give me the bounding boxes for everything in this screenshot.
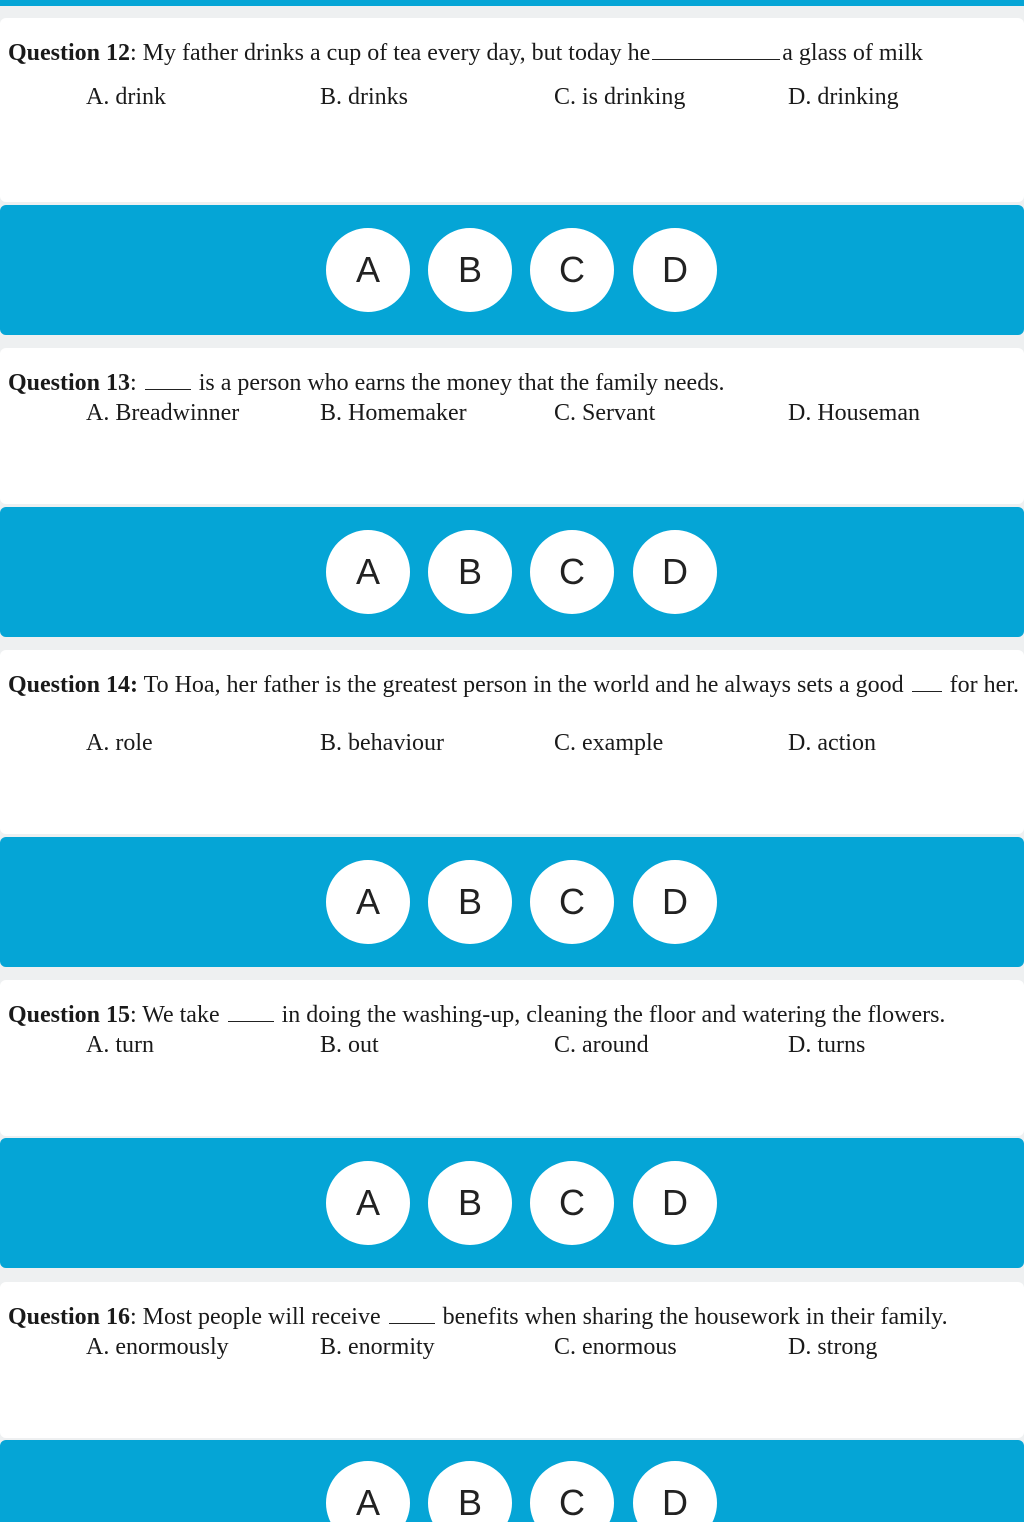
answer-band-15 [0, 1138, 1024, 1268]
answer-d-button[interactable]: D [633, 530, 717, 614]
answer-c-button[interactable]: C [530, 530, 614, 614]
option-b: B. behaviour [320, 730, 444, 756]
option-c: C. Servant [554, 400, 656, 426]
answer-b-button[interactable]: B [428, 1461, 512, 1522]
option-c: C. example [554, 730, 664, 756]
question-label: Question 16 [8, 1304, 131, 1330]
question-label: Question 14: [8, 672, 139, 698]
answer-blank [652, 58, 780, 60]
top-accent-bar [0, 0, 1024, 6]
question-label: Question 12 [8, 40, 131, 66]
option-d: D. Houseman [788, 400, 920, 426]
answer-c-button[interactable]: C [530, 1161, 614, 1245]
option-d: D. drinking [788, 84, 899, 110]
question-15-card [0, 980, 1024, 1136]
answer-c-button[interactable]: C [530, 1461, 614, 1522]
question-14-text: Question 14: To Hoa, her father is the greatest person in the world and he always sets a good for her. [8, 672, 1019, 698]
answer-band-13 [0, 507, 1024, 637]
answer-a-button[interactable]: A [326, 860, 410, 944]
answer-d-button[interactable]: D [633, 860, 717, 944]
option-a: A. drink [86, 84, 166, 110]
question-label: Question 13 [8, 370, 131, 396]
answer-a-button[interactable]: A [326, 530, 410, 614]
question-13-text: Question 13: is a person who earns the money that the family needs. [8, 370, 725, 396]
answer-blank [228, 1020, 274, 1022]
option-c: C. around [554, 1032, 649, 1058]
answer-band-12 [0, 205, 1024, 335]
option-a: A. role [86, 730, 153, 756]
option-a: A. enormously [86, 1334, 229, 1360]
question-16-card [0, 1282, 1024, 1438]
answer-d-button[interactable]: D [633, 1461, 717, 1522]
option-d: D. strong [788, 1334, 878, 1360]
option-b: B. drinks [320, 84, 409, 110]
answer-blank [389, 1322, 435, 1324]
option-b: B. Homemaker [320, 400, 467, 426]
option-b: B. out [320, 1032, 379, 1058]
question-12-card [0, 18, 1024, 202]
answer-a-button[interactable]: A [326, 1461, 410, 1522]
option-a: A. Breadwinner [86, 400, 240, 426]
option-d: D. action [788, 730, 876, 756]
answer-b-button[interactable]: B [428, 530, 512, 614]
option-d: D. turns [788, 1032, 866, 1058]
question-14-card [0, 650, 1024, 834]
option-a: A. turn [86, 1032, 154, 1058]
answer-b-button[interactable]: B [428, 860, 512, 944]
question-13-card [0, 348, 1024, 504]
option-c: C. enormous [554, 1334, 677, 1360]
question-12-text: Question 12: My father drinks a cup of tea every day, but today he a glass of milk [8, 40, 923, 66]
answer-band-16 [0, 1440, 1024, 1522]
answer-band-14 [0, 837, 1024, 967]
answer-a-button[interactable]: A [326, 1161, 410, 1245]
answer-c-button[interactable]: C [530, 228, 614, 312]
answer-d-button[interactable]: D [633, 228, 717, 312]
answer-b-button[interactable]: B [428, 1161, 512, 1245]
question-15-text: Question 15: We take in doing the washing-up, cleaning the floor and watering the flowers. [8, 1002, 946, 1028]
answer-b-button[interactable]: B [428, 228, 512, 312]
answer-c-button[interactable]: C [530, 860, 614, 944]
option-b: B. enormity [320, 1334, 435, 1360]
answer-a-button[interactable]: A [326, 228, 410, 312]
answer-blank [145, 388, 191, 390]
option-c: C. is drinking [554, 84, 686, 110]
question-16-text: Question 16: Most people will receive benefits when sharing the housework in their family. [8, 1304, 948, 1330]
question-label: Question 15 [8, 1002, 131, 1028]
answer-blank [912, 690, 942, 692]
answer-d-button[interactable]: D [633, 1161, 717, 1245]
